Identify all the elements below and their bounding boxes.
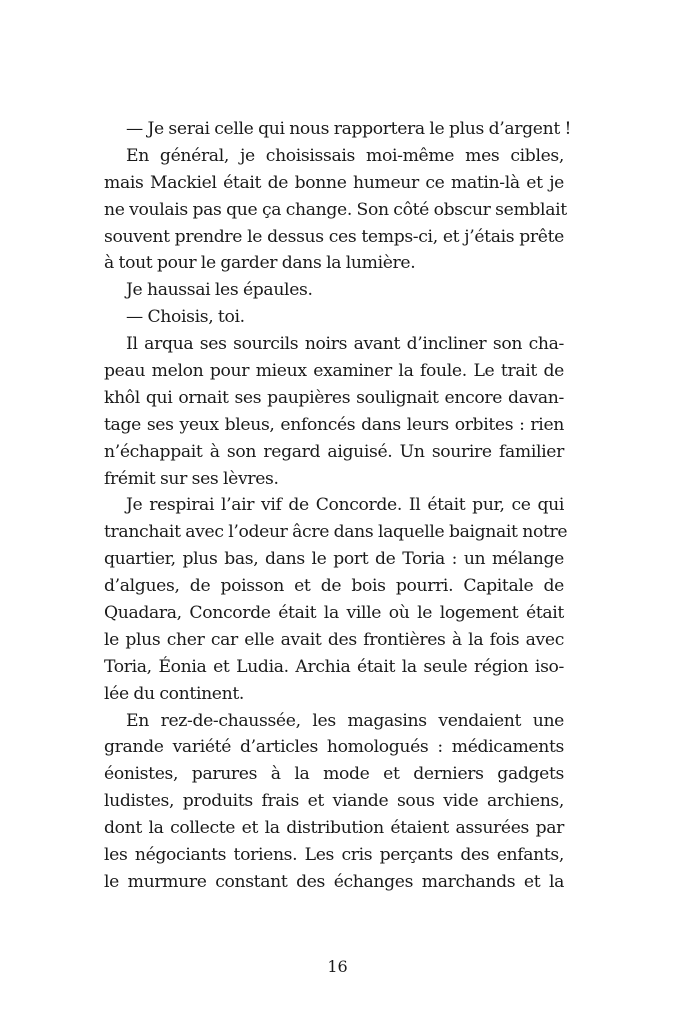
text-line: — Je serai celle qui nous rapportera le plus d’argent ! <box>126 119 572 139</box>
text-line: n’échappait à son regard aiguisé. Un sourire familier <box>104 441 564 462</box>
text-line: frémit sur ses lèvres. <box>104 468 279 489</box>
page-number: 16 <box>327 957 348 976</box>
text-line: En général, je choisissais moi-même mes cibles, <box>126 145 564 166</box>
text-line: ne voulais pas que ça change. Son côté obscur semblait <box>104 199 567 220</box>
text-line: — Choisis, toi. <box>126 307 245 328</box>
text-line: Quadara, Concorde était la ville où le logement était <box>104 603 564 624</box>
text-line: lée du continent. <box>104 683 245 704</box>
text-line: ludistes, produits frais et viande sous vide archiens, <box>104 791 564 812</box>
text-line: à tout pour le garder dans la lumière. <box>104 253 416 274</box>
text-line: Toria, Éonia et Ludia. Archia était la seule région iso- <box>104 656 564 677</box>
text-line: khôl qui ornait ses paupières soulignait encore davan- <box>104 387 564 408</box>
text-line: éonistes, parures à la mode et derniers gadgets <box>104 764 564 785</box>
text-line: Je haussai les épaules. <box>126 280 313 301</box>
text-line: dont la collecte et la distribution étaient assurées par <box>104 818 564 839</box>
text-line: tage ses yeux bleus, enfoncés dans leurs orbites : rien <box>104 414 564 435</box>
text-line: Il arqua ses sourcils noirs avant d’incliner son cha- <box>126 334 564 355</box>
text-line: En rez-de-chaussée, les magasins vendaient une <box>126 710 564 731</box>
text-line: les négociants toriens. Les cris perçants des enfants, <box>104 845 564 866</box>
text-line: tranchait avec l’odeur âcre dans laquelle baignait notre <box>104 522 568 543</box>
text-line: le murmure constant des échanges marchands et la <box>104 871 564 892</box>
text-line: le plus cher car elle avait des frontières à la fois avec <box>104 629 564 650</box>
text-line: Je respirai l’air vif de Concorde. Il était pur, ce qui <box>126 495 564 516</box>
text-line: quartier, plus bas, dans le port de Toria : un mélange <box>104 549 564 570</box>
text-line: grande variété d’articles homologués : médicaments <box>104 737 564 758</box>
body-text <box>104 116 572 896</box>
text-line: souvent prendre le dessus ces temps-ci, et j’étais prête <box>104 226 564 247</box>
text-line: d’algues, de poisson et de bois pourri. Capitale de <box>104 576 564 597</box>
text-line: peau melon pour mieux examiner la foule. Le trait de <box>104 361 564 382</box>
text-line: mais Mackiel était de bonne humeur ce matin-là et je <box>104 172 564 193</box>
